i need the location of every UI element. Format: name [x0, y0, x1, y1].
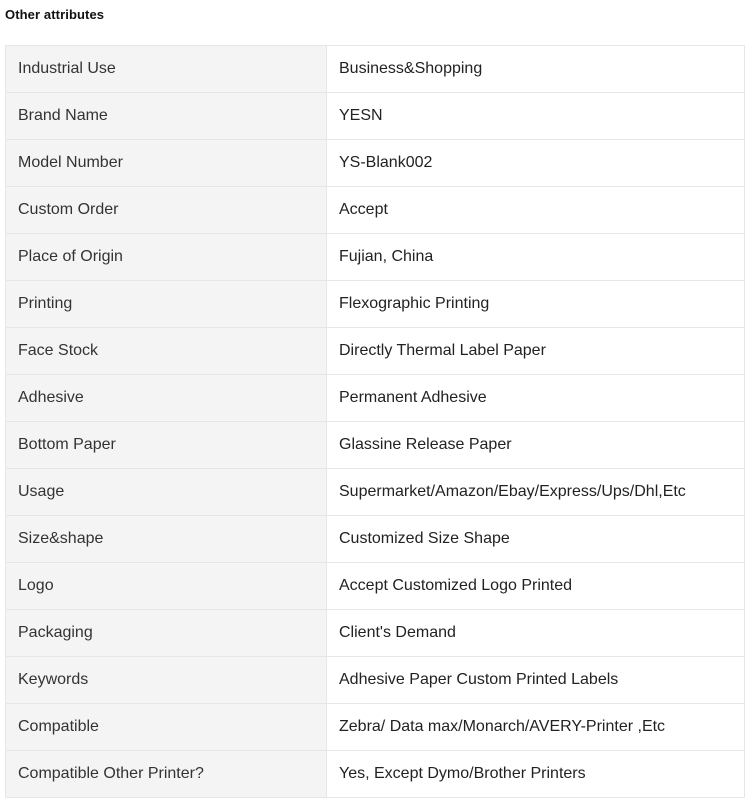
attribute-key: Logo: [6, 563, 327, 610]
attribute-key: Keywords: [6, 657, 327, 704]
table-row: [6, 751, 745, 798]
table-row: [6, 140, 745, 187]
attribute-value: Directly Thermal Label Paper: [327, 328, 745, 375]
table-row: [6, 704, 745, 751]
table-row: [6, 234, 745, 281]
attribute-key: Model Number: [6, 140, 327, 187]
attribute-value: Flexographic Printing: [327, 281, 745, 328]
attribute-value: YS-Blank002: [327, 140, 745, 187]
attribute-key: Custom Order: [6, 187, 327, 234]
attributes-table: [5, 45, 745, 798]
attribute-key: Printing: [6, 281, 327, 328]
attribute-value: YESN: [327, 93, 745, 140]
attribute-key: Industrial Use: [6, 46, 327, 93]
attribute-value: Business&Shopping: [327, 46, 745, 93]
attribute-key: Size&shape: [6, 516, 327, 563]
attribute-key: Face Stock: [6, 328, 327, 375]
attribute-key: Brand Name: [6, 93, 327, 140]
section-title: Other attributes: [5, 7, 105, 22]
attribute-key: Packaging: [6, 610, 327, 657]
table-row: [6, 375, 745, 422]
attribute-value: Zebra/ Data max/Monarch/AVERY-Printer ,Etc: [327, 704, 745, 751]
table-row: [6, 469, 745, 516]
attribute-value: Yes, Except Dymo/Brother Printers: [327, 751, 745, 798]
table-row: [6, 422, 745, 469]
attribute-key: Adhesive: [6, 375, 327, 422]
attribute-value: Supermarket/Amazon/Ebay/Express/Ups/Dhl,Etc: [327, 469, 745, 516]
attribute-key: Compatible Other Printer?: [6, 751, 327, 798]
attribute-key: Place of Origin: [6, 234, 327, 281]
table-row: [6, 328, 745, 375]
table-row: [6, 281, 745, 328]
attribute-value: Customized Size Shape: [327, 516, 745, 563]
attribute-key: Bottom Paper: [6, 422, 327, 469]
table-row: [6, 46, 745, 93]
table-row: [6, 187, 745, 234]
attribute-key: Usage: [6, 469, 327, 516]
attribute-value: Glassine Release Paper: [327, 422, 745, 469]
attribute-value: Client's Demand: [327, 610, 745, 657]
attribute-value: Adhesive Paper Custom Printed Labels: [327, 657, 745, 704]
table-row: [6, 93, 745, 140]
attribute-value: Fujian, China: [327, 234, 745, 281]
table-row: [6, 516, 745, 563]
table-row: [6, 657, 745, 704]
table-row: [6, 610, 745, 657]
attribute-value: Accept: [327, 187, 745, 234]
attribute-value: Permanent Adhesive: [327, 375, 745, 422]
attribute-key: Compatible: [6, 704, 327, 751]
table-row: [6, 563, 745, 610]
attribute-value: Accept Customized Logo Printed: [327, 563, 745, 610]
